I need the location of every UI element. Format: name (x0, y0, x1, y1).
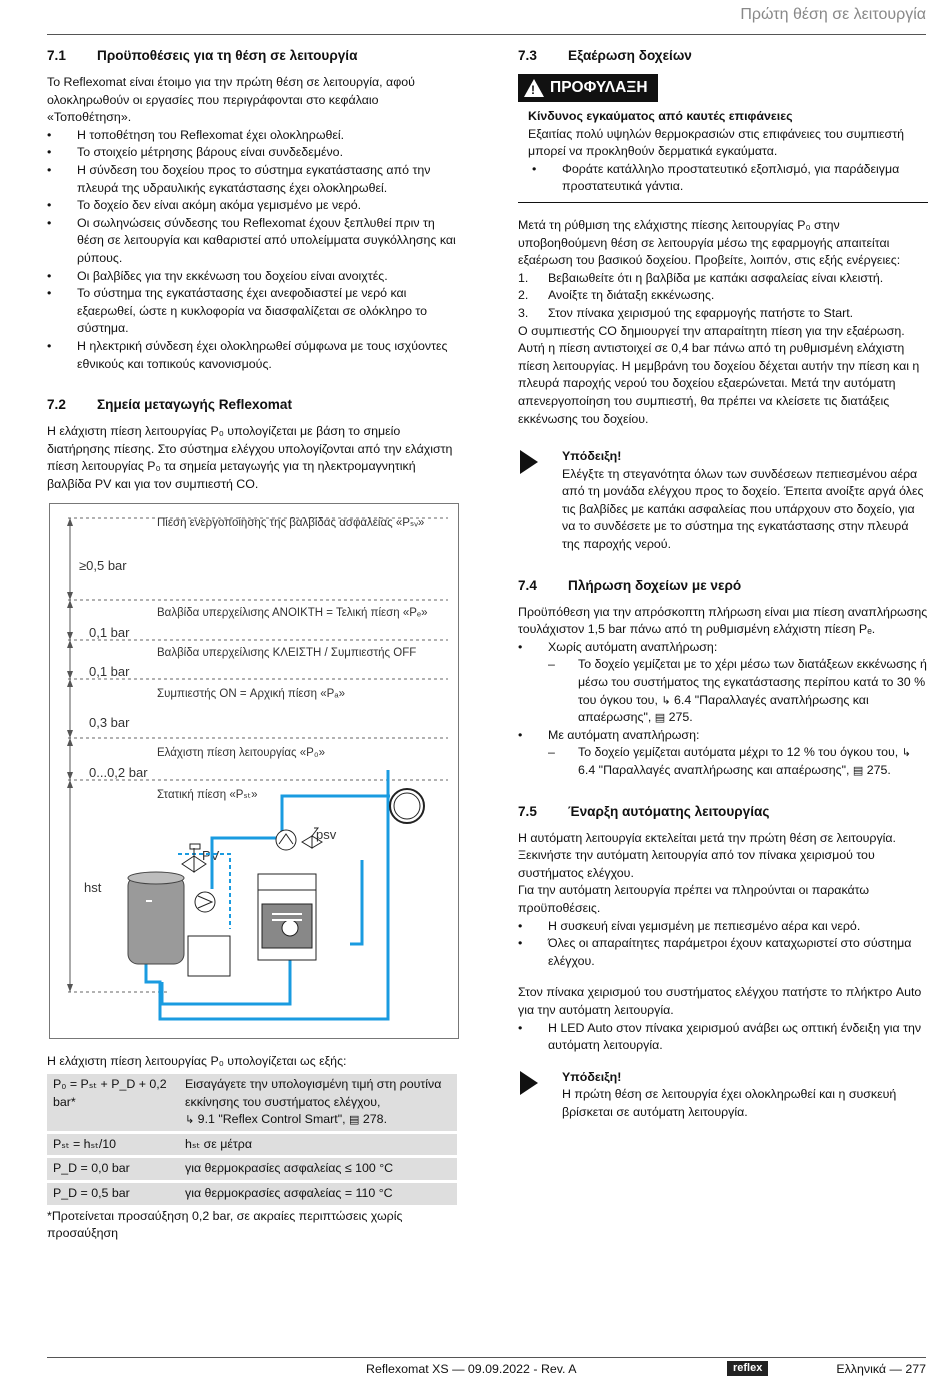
section-7-2-heading: 7.2 Σημεία μεταγωγής Reflexomat (47, 397, 292, 413)
list-item: • Το σύστημα της εγκατάστασης έχει ανεφοδιαστεί με νερό και εξαερωθεί, ώστε η κυκλοφορία να διασφαλίζεται σε ολόκληρο το σύστημα. (47, 285, 457, 338)
table-row: P₀ = Pₛₜ + P_D + 0,2 bar* Εισαγάγετε την υπολογισμένη τιμή στη ρουτίνα εκκίνησης του συστήματος ελέγχου, ↳ 9.1 "Reflex Control Smart", ▤ 278. (47, 1074, 457, 1131)
section-7-3-steps (518, 270, 928, 323)
section-7-4-intro: Προϋπόθεση για την απρόσκοπτη πλήρωση είναι μια πίεση αναπλήρωσης τουλάχιστον 1,5 bar πάνω από τη ρυθμισμένη ελάχιστη πίεση Pₑ. (518, 604, 928, 637)
section-7-1-intro: Το Reflexomat είναι έτοιμο για την πρώτη θέση σε λειτουργία, αφού ολοκληρωθούν οι εργασίες που περιγράφονται στο κεφάλαιο «Τοποθέτηση». (47, 75, 415, 125)
warning-triangle-icon: ! (524, 79, 544, 97)
caution-label: ! ΠΡΟΦΥΛΑΞΗ (518, 74, 658, 102)
reflex-logo: reflex (727, 1361, 768, 1376)
pressure-diagram (49, 503, 459, 1039)
footer-document-info: Reflexomat XS — 09.09.2022 - Rev. A (366, 1362, 577, 1376)
label-hst: hst (84, 880, 102, 896)
note-arrow-icon (520, 450, 538, 474)
step-item: 3. Στον πίνακα χειρισμού της εφαρμογής πατήστε το Start. (518, 305, 854, 320)
list-item: • Το στοιχείο μέτρησης βάρους είναι συνδεδεμένο. (47, 144, 457, 162)
list-item: • Όλες οι απαραίτητες παράμετροι έχουν καταχωριστεί στο σύστημα ελέγχου. (518, 935, 928, 970)
label-pst: Στατική πίεση «Pₛₜ» (157, 789, 258, 802)
calc-table (47, 1071, 457, 1208)
label-ge05: ≥0,5 bar (79, 558, 127, 574)
step-item: 2. Ανοίξτε τη διάταξη εκκένωσης. (518, 288, 715, 303)
pressure-diagram-svg (50, 504, 458, 1038)
step-item: 1. Βεβαιωθείτε ότι η βαλβίδα με καπάκι ασφαλείας είναι κλειστή. (518, 270, 884, 285)
list-item: • Η LED Auto στον πίνακα χειρισμού ανάβει ως οπτική ένδειξη για την αυτόματη λειτουργία. (518, 1020, 928, 1055)
list-item: • Οι σωληνώσεις σύνδεσης του Reflexomat έχουν ξεπλυθεί πριν τη θέση σε λειτουργία και καθαριστεί από υπολείμματα συγκόλλησης και ρύπους. (47, 215, 457, 268)
list-item: • Η συσκευή είναι γεμισμένη με πεπιεσμένο αέρα και νερό. (518, 918, 928, 936)
page-header-title: Πρώτη θέση σε λειτουργία (740, 6, 926, 23)
section-7-3-intro: Μετά τη ρύθμιση της ελάχιστης πίεσης λειτουργίας P₀ στην υποβοηθούμενη θέση σε λειτουργία μέσω της εφαρμογής απαιτείται εξαέρωση του βασικού δοχείου. Προβείτε, λοιπόν, στις εξής ενέργειες: (518, 217, 901, 268)
reference-arrow-icon: ↳ (185, 1113, 195, 1127)
list-item: – Το δοχείο γεμίζεται με το χέρι μέσω των διατάξεων εκκένωσης ή μέσω του συστήματος της εγκατάστασης περίπου κατά το 30 % του όγκου του, ↳ 6.4 "Παραλλαγές αναπλήρωσης και απαέρωσης", ▤ 275. (548, 656, 928, 726)
section-7-2-intro: Η ελάχιστη πίεση λειτουργίας P₀ υπολογίζεται με βάση το σημείο διατήρησης πίεσης. Στο σύστημα ελέγχου υπολογίζονται από την ελάχιστη πίεση λειτουργίας P₀ τα σημεία μεταγωγής για τη ηλεκτρομαγνητική βαλβίδα PV και για τον συμπιεστή CO. (47, 424, 453, 491)
caution-box: Κίνδυνος εγκαύματος από καυτές επιφάνειες Εξαιτίας πολύ υψηλών θερμοκρασιών στις επιφάνειες του συμπιεστή μπορεί να προκληθούν δερματικά εγκαύματα. • Φοράτε κατάλληλο προστατευτικό εξοπλισμό, για παράδειγμα προστατευτικά γάντια. (518, 108, 928, 203)
list-item: • Η ηλεκτρική σύνδεση έχει ολοκληρωθεί σύμφωνα με τους ισχύοντες εθνικούς και τοπικούς κανονισμούς. (47, 338, 457, 373)
table-row: Pₛₜ = hₛₜ/10 hₛₜ σε μέτρα (47, 1134, 457, 1156)
page-ref-icon: ▤ (852, 764, 864, 777)
label-pe: Βαλβίδα υπερχείλισης ΑΝΟΙΚΤΗ = Τελική πίεση «Pₑ» (157, 607, 428, 620)
label-pv: PV (202, 848, 220, 864)
list-item: • Η τοποθέτηση του Reflexomat έχει ολοκληρωθεί. (47, 127, 457, 145)
list-item: • Με αυτόματη αναπλήρωση: – Το δοχείο γεμίζεται αυτόματα μέχρι το 12 % του όγκου του, ↳ 6.4 "Παραλλαγές αναπλήρωσης και απαέρωσης", ▤ 275. (518, 727, 928, 780)
list-item: • Οι βαλβίδες για την εκκένωση του δοχείου είναι ανοιχτές. (47, 268, 457, 286)
page-ref-icon: ▤ (349, 1113, 360, 1127)
label-psv-short: psv (316, 827, 337, 843)
header-rule (47, 34, 926, 35)
page-ref-icon: ▤ (654, 711, 666, 725)
footer-page-number: Ελληνικά — 277 (836, 1362, 926, 1376)
section-7-5-p3: Στον πίνακα χειρισμού του συστήματος ελέγχου πατήστε το πλήκτρο Auto για την αυτόματη λειτουργία. (518, 985, 922, 1017)
label-off: Βαλβίδα υπερχείλισης ΚΛΕΙΣΤΗ / Συμπιεστής OFF (157, 647, 417, 660)
section-7-5-heading: 7.5 Έναρξη αυτόματης λειτουργίας (518, 803, 770, 819)
section-7-1-heading: 7.1 Προϋποθέσεις για τη θέση σε λειτουργία (47, 48, 358, 63)
table-row: P_D = 0,0 bar για θερμοκρασίες ασφαλείας ≤ 100 °C (47, 1158, 457, 1180)
label-p0: Ελάχιστη πίεση λειτουργίας «P₀» (157, 747, 325, 760)
label-pa: Συμπιεστής ON = Αρχική πίεση «Pₐ» (157, 688, 345, 701)
section-7-3-after: Ο συμπιεστής CO δημιουργεί την απαραίτητη πίεση για την εξαέρωση. Αυτή η πίεση αντιστοιχεί σε 0,4 bar πάνω από τη ρυθμισμένη ελάχιστη πίεση λειτουργίας. Η μεμβράνη του δοχείου δέχεται αυτήν την πίεση και η πλευρά παροχής νερού του δοχείου εξαερώνεται. Μετά την αυτόματη απενεργοποίηση του συμπιεστή, θα πρέπει να κλείσετε τις διατάξεις εκκένωσης του δοχείου. (518, 323, 920, 426)
note-box: Υπόδειξη! Η πρώτη θέση σε λειτουργία έχει ολοκληρωθεί και η συσκευή βρίσκεται σε αυτόματη λειτουργία. (518, 1069, 928, 1122)
reference-arrow-icon: ↳ (901, 746, 911, 760)
calc-footnote: *Προτείνεται προσαύξηση 0,2 bar, σε ακραίες περιπτώσεις χωρίς προσαύξηση (47, 1208, 403, 1241)
reference-arrow-icon: ↳ (661, 693, 671, 707)
section-7-5-p1: Η αυτόματη λειτουργία εκτελείται μετά την πρώτη θέση σε λειτουργία. Ξεκινήστε την αυτόματη λειτουργία από τον πίνακα χειρισμού του συστήματος ελέγχου. (518, 830, 896, 880)
note-box: Υπόδειξη! Ελέγξτε τη στεγανότητα όλων των συνδέσεων πεπιεσμένου αέρα από τη μονάδα ελέγχου προς το δοχείο. Έπειτα ανοίξτε αργά όλες τις βαλβίδες με καπάκι ασφαλείας που υπάρχουν στο δοχείο, για να το συνδέσετε με το σύστημα της εγκατάστασης στην πλευρά της παροχής νερού. (518, 448, 928, 554)
section-7-3-heading: 7.3 Εξαέρωση δοχείων (518, 48, 692, 63)
list-item: – Το δοχείο γεμίζεται αυτόματα μέχρι το 12 % του όγκου του, ↳ 6.4 "Παραλλαγές αναπλήρωσης και απαέρωσης", ▤ 275. (548, 744, 928, 779)
label-01a: 0,1 bar (89, 625, 130, 641)
list-item: • Το δοχείο δεν είναι ακόμη ακόμα γεμισμένο με νερό. (47, 197, 457, 215)
list-item: • Φοράτε κατάλληλο προστατευτικό εξοπλισμό, για παράδειγμα προστατευτικά γάντια. (532, 161, 928, 196)
label-03: 0,3 bar (89, 715, 130, 731)
left-column (47, 46, 457, 1243)
table-row: P_D = 0,5 bar για θερμοκρασίες ασφαλείας = 110 °C (47, 1183, 457, 1205)
section-7-1-list (47, 127, 457, 373)
list-item: • Η σύνδεση του δοχείου προς το σύστημα εγκατάστασης από την πλευρά της υδραυλικής εγκατάστασης έχει ολοκληρωθεί. (47, 162, 457, 197)
list-item: • Χωρίς αυτόματη αναπλήρωση: – Το δοχείο γεμίζεται με το χέρι μέσω των διατάξεων εκκένωσης ή μέσω του συστήματος της εγκατάστασης περίπου κατά το 30 % του όγκου του, ↳ 6.4 "Παραλλαγές αναπλήρωσης και απαέρωσης", ▤ 275. (518, 639, 928, 727)
right-column (518, 46, 928, 1122)
note-arrow-icon (520, 1071, 538, 1095)
label-002: 0...0,2 bar (89, 765, 148, 781)
section-7-5-p2: Για την αυτόματη λειτουργία πρέπει να πληρούνται οι παρακάτω προϋποθέσεις. (518, 883, 870, 915)
label-01b: 0,1 bar (89, 664, 130, 680)
calc-intro: Η ελάχιστη πίεση λειτουργίας P₀ υπολογίζεται ως εξής: (47, 1054, 347, 1069)
section-7-4-heading: 7.4 Πλήρωση δοχείων με νερό (518, 577, 742, 593)
footer-rule (47, 1357, 926, 1358)
label-psv: Πίεση ενεργοποίησης της βαλβίδας ασφαλείας «Pₛᵥ» (157, 517, 425, 530)
